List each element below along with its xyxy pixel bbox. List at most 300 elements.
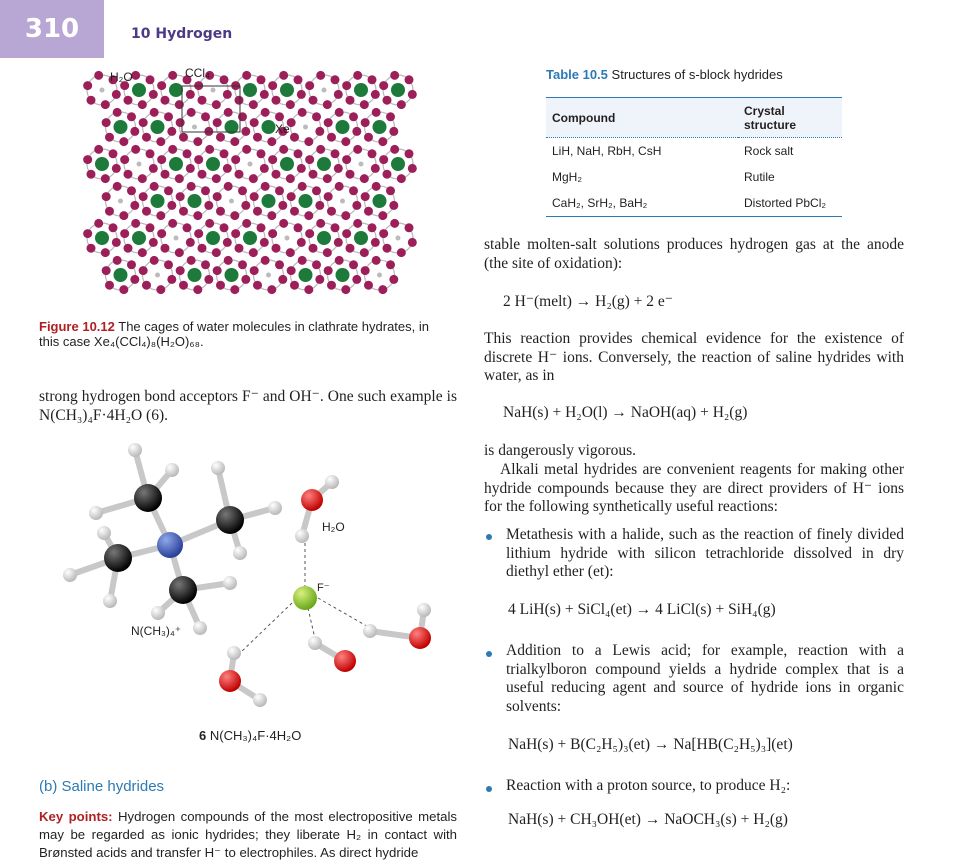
ccl4-molecule: [262, 194, 276, 208]
ccl4-molecule: [336, 268, 350, 282]
water-oxygen: [138, 248, 147, 257]
water-oxygen: [112, 164, 121, 173]
water-oxygen: [378, 137, 387, 146]
water-oxygen: [260, 164, 269, 173]
water-oxygen: [130, 127, 139, 136]
water-oxygen: [397, 174, 406, 183]
water-oxygen: [130, 275, 139, 284]
xe-atom: [266, 273, 271, 278]
structure-number: 6: [199, 728, 207, 743]
xe-atom: [396, 236, 401, 241]
water-oxygen: [238, 186, 247, 195]
water-oxygen: [323, 248, 332, 257]
water-oxygen: [352, 201, 361, 210]
water-oxygen: [334, 90, 343, 99]
water-oxygen: [212, 100, 221, 109]
water-oxygen: [241, 275, 250, 284]
table-cell: Distorted PbCl₂: [744, 195, 827, 210]
ccl4-molecule: [132, 83, 146, 97]
water-oxygen: [305, 229, 314, 238]
water-oxygen: [353, 145, 362, 154]
water-oxygen: [379, 155, 388, 164]
water-oxygen: [342, 155, 351, 164]
ccl4-molecule: [95, 157, 109, 171]
water-oxygen: [149, 164, 158, 173]
water-oxygen: [327, 281, 336, 290]
water-oxygen: [290, 281, 299, 290]
water-oxygen: [238, 260, 247, 269]
water-oxygen: [130, 201, 139, 210]
ccl4-molecule: [188, 194, 202, 208]
water-oxygen: [223, 90, 232, 99]
water-oxygen: [242, 145, 251, 154]
water-oxygen: [287, 266, 296, 275]
water-oxygen: [261, 182, 270, 191]
water-oxygen: [405, 75, 414, 84]
water-oxygen: [205, 219, 214, 228]
water-oxygen: [120, 155, 129, 164]
water-oxygen: [231, 155, 240, 164]
water-oxygen: [201, 186, 210, 195]
water-oxygen: [372, 182, 381, 191]
water-oxygen: [112, 90, 121, 99]
water-oxygen: [364, 133, 373, 142]
water-oxygen: [349, 112, 358, 121]
water-oxygen: [212, 174, 221, 183]
water-oxygen: [342, 81, 351, 90]
water-oxygen: [260, 238, 269, 247]
water-oxygen: [242, 219, 251, 228]
xe-atom: [174, 236, 179, 241]
water-oxygen: [86, 96, 95, 105]
water-oxygen: [220, 149, 229, 158]
ccl4-molecule: [95, 231, 109, 245]
equation: 4 LiH(s) + SiCl₄(et) → 4 LiCl(s) + SiH₄(g): [508, 601, 776, 618]
water-oxygen: [386, 186, 395, 195]
label-water: H₂O: [322, 520, 345, 534]
water-oxygen: [113, 108, 122, 117]
water-oxygen: [213, 118, 222, 127]
water-oxygen: [275, 260, 284, 269]
water-oxygen: [253, 207, 262, 216]
water-oxygen: [275, 112, 284, 121]
water-oxygen: [389, 201, 398, 210]
water-oxygen: [142, 281, 151, 290]
water-oxygen: [234, 244, 243, 253]
water-oxygen: [382, 244, 391, 253]
water-oxygen: [212, 248, 221, 257]
water-oxygen: [304, 211, 313, 220]
ccl4-molecule: [391, 83, 405, 97]
column-header: Crystal structure: [738, 98, 842, 138]
water-oxygen: [312, 112, 321, 121]
water-oxygen: [230, 137, 239, 146]
water-oxygen: [315, 275, 324, 284]
water-oxygen: [312, 186, 321, 195]
water-oxygen: [368, 75, 377, 84]
water-oxygen: [194, 229, 203, 238]
ccl4-molecule: [373, 120, 387, 134]
water-oxygen: [257, 149, 266, 158]
water-oxygen: [298, 182, 307, 191]
water-oxygen: [294, 149, 303, 158]
list-item: Reaction with a proton source, to produce H₂:: [506, 777, 791, 794]
table-label: Table 10.5: [546, 67, 608, 82]
water-oxygen: [149, 90, 158, 99]
water-oxygen: [286, 174, 295, 183]
water-oxygen: [146, 149, 155, 158]
table-row: [546, 190, 842, 216]
water-oxygen: [316, 219, 325, 228]
ccl4-molecule: [151, 194, 165, 208]
table-row: [546, 164, 842, 190]
bullet-icon: [486, 651, 492, 657]
paragraph: This reaction provides chemical evidence for the existence of discrete H⁻ ions. Conversely, the reaction of saline hydrides with water, as in: [484, 330, 904, 384]
water-oxygen: [168, 219, 177, 228]
water-oxygen: [389, 127, 398, 136]
water-oxygen: [297, 90, 306, 99]
water-oxygen: [223, 238, 232, 247]
water-oxygen: [201, 112, 210, 121]
equation: NaH(s) + CH₃OH(et) → NaOCH₃(s) + H₂(g): [508, 811, 788, 828]
water-oxygen: [157, 155, 166, 164]
water-oxygen: [275, 186, 284, 195]
label-xe: Xe: [275, 122, 290, 136]
water-oxygen: [230, 211, 239, 220]
water-oxygen: [364, 207, 373, 216]
water-oxygen: [102, 192, 111, 201]
water-oxygen: [279, 71, 288, 80]
figure-label: Figure 10.12: [39, 319, 115, 334]
table-row: [546, 138, 842, 165]
water-oxygen: [139, 266, 148, 275]
key-points-label: Key points:: [39, 809, 113, 824]
xe-atom: [285, 236, 290, 241]
section-heading: (b) Saline hydrides: [39, 778, 165, 795]
water-oxygen: [102, 118, 111, 127]
water-oxygen: [257, 223, 266, 232]
water-oxygen: [408, 238, 417, 247]
water-oxygen: [150, 182, 159, 191]
water-oxygen: [353, 71, 362, 80]
water-oxygen: [160, 244, 169, 253]
ccl4-molecule: [280, 157, 294, 171]
water-oxygen: [368, 223, 377, 232]
ccl4-molecule: [317, 231, 331, 245]
water-oxygen: [345, 244, 354, 253]
ccl4-molecule: [132, 231, 146, 245]
structure-formula: N(CH₃)₄F·4H₂O: [209, 728, 302, 743]
water-oxygen: [297, 238, 306, 247]
water-oxygen: [286, 248, 295, 257]
paragraph: stable molten-salt solutions produces hydrogen gas at the anode (the site of oxidation):: [484, 236, 904, 272]
ccl4-molecule: [373, 194, 387, 208]
figure-caption: [39, 319, 449, 349]
xe-atom: [359, 162, 364, 167]
ccl4-molecule: [151, 120, 165, 134]
water-oxygen: [371, 238, 380, 247]
ccl4-molecule: [280, 83, 294, 97]
water-oxygen: [101, 100, 110, 109]
water-oxygen: [267, 211, 276, 220]
water-oxygen: [408, 90, 417, 99]
water-oxygen: [127, 186, 136, 195]
water-oxygen: [279, 145, 288, 154]
water-oxygen: [361, 266, 370, 275]
water-oxygen: [119, 285, 128, 294]
ccl4-molecule: [299, 194, 313, 208]
label-ccl4: CCl₄: [185, 66, 210, 80]
water-oxygen: [279, 219, 288, 228]
equation: NaH(s) + H₂O(l) → NaOH(aq) + H₂(g): [503, 404, 748, 421]
water-oxygen: [86, 170, 95, 179]
water-oxygen: [105, 281, 114, 290]
bullet-icon: [486, 534, 492, 540]
water-oxygen: [168, 71, 177, 80]
paragraph: is dangerously vigorous.: [484, 442, 636, 459]
water-oxygen: [360, 100, 369, 109]
structure-6-figure: [40, 438, 460, 718]
water-oxygen: [268, 229, 277, 238]
water-oxygen: [268, 81, 277, 90]
water-oxygen: [315, 201, 324, 210]
ccl4-molecule: [391, 157, 405, 171]
water-oxygen: [335, 108, 344, 117]
label-h2o: H₂O: [110, 70, 133, 84]
ccl4-molecule: [114, 120, 128, 134]
water-oxygen: [224, 256, 233, 265]
water-oxygen: [194, 155, 203, 164]
equation: 2 H⁻(melt) → H₂(g) + 2 e⁻: [503, 293, 673, 310]
water-oxygen: [316, 71, 325, 80]
water-oxygen: [316, 145, 325, 154]
water-oxygen: [341, 285, 350, 294]
water-oxygen: [323, 174, 332, 183]
ccl4-molecule: [206, 231, 220, 245]
water-oxygen: [308, 96, 317, 105]
water-oxygen: [186, 164, 195, 173]
xe-atom: [155, 273, 160, 278]
water-oxygen: [105, 207, 114, 216]
water-oxygen: [286, 100, 295, 109]
xe-atom: [211, 88, 216, 93]
xe-atom: [322, 88, 327, 93]
water-oxygen: [234, 170, 243, 179]
water-oxygen: [131, 145, 140, 154]
water-oxygen: [238, 112, 247, 121]
water-oxygen: [187, 256, 196, 265]
water-oxygen: [361, 192, 370, 201]
water-oxygen: [205, 145, 214, 154]
water-oxygen: [220, 75, 229, 84]
ccl4-molecule: [225, 268, 239, 282]
water-oxygen: [204, 275, 213, 284]
water-oxygen: [168, 145, 177, 154]
water-oxygen: [408, 164, 417, 173]
ccl4-molecule: [354, 83, 368, 97]
clathrate-lattice: [83, 71, 417, 294]
water-oxygen: [176, 118, 185, 127]
water-oxygen: [142, 207, 151, 216]
xe-atom: [100, 88, 105, 93]
water-oxygen: [249, 174, 258, 183]
water-oxygen: [146, 75, 155, 84]
water-oxygen: [231, 229, 240, 238]
water-oxygen: [327, 133, 336, 142]
water-oxygen: [109, 223, 118, 232]
water-oxygen: [94, 145, 103, 154]
water-oxygen: [250, 192, 259, 201]
paragraph: Alkali metal hydrides are convenient reagents for making other hydride compounds because they are direct providers of H⁻ ions for the following synthetically useful reactions:: [484, 461, 904, 515]
water-oxygen: [294, 75, 303, 84]
water-oxygen: [179, 281, 188, 290]
xe-atom: [377, 273, 382, 278]
water-oxygen: [253, 281, 262, 290]
water-oxygen: [308, 170, 317, 179]
water-oxygen: [113, 256, 122, 265]
water-oxygen: [157, 229, 166, 238]
water-oxygen: [138, 174, 147, 183]
water-oxygen: [160, 96, 169, 105]
water-oxygen: [390, 219, 399, 228]
water-oxygen: [261, 256, 270, 265]
water-oxygen: [230, 285, 239, 294]
water-oxygen: [249, 100, 258, 109]
water-oxygen: [139, 118, 148, 127]
ccl4-molecule: [114, 268, 128, 282]
water-oxygen: [298, 108, 307, 117]
water-oxygen: [261, 108, 270, 117]
water-oxygen: [304, 137, 313, 146]
water-oxygen: [83, 229, 92, 238]
water-oxygen: [186, 238, 195, 247]
water-oxygen: [157, 81, 166, 90]
water-oxygen: [113, 182, 122, 191]
water-oxygen: [193, 211, 202, 220]
xe-atom: [248, 162, 253, 167]
water-oxygen: [372, 108, 381, 117]
water-oxygen: [179, 133, 188, 142]
water-oxygen: [175, 248, 184, 257]
water-oxygen: [142, 133, 151, 142]
water-oxygen: [341, 137, 350, 146]
label-tetramethylammonium: N(CH₃)₄⁺: [131, 624, 182, 638]
water-oxygen: [204, 201, 213, 210]
water-oxygen: [323, 100, 332, 109]
xe-atom: [340, 199, 345, 204]
water-oxygen: [345, 96, 354, 105]
water-oxygen: [241, 201, 250, 210]
water-oxygen: [368, 149, 377, 158]
water-oxygen: [193, 137, 202, 146]
figure-caption-text: The cages of water molecules in clathrate hydrates, in this case Xe₄(CCl₄)₈(H₂O)₆₈.: [39, 319, 429, 349]
water-oxygen: [123, 96, 132, 105]
water-oxygen: [193, 285, 202, 294]
water-oxygen: [324, 266, 333, 275]
water-oxygen: [372, 256, 381, 265]
water-oxygen: [267, 137, 276, 146]
ccl4-molecule: [354, 231, 368, 245]
water-oxygen: [249, 248, 258, 257]
water-oxygen: [234, 96, 243, 105]
water-oxygen: [197, 244, 206, 253]
list-item: Addition to a Lewis acid; for example, reaction with a trialkylboron compound yields a hydride complex that is a useful reducing agent and source of hydride ions in organic solvents:: [506, 642, 904, 715]
water-oxygen: [175, 174, 184, 183]
water-oxygen: [86, 244, 95, 253]
water-oxygen: [160, 170, 169, 179]
ccl4-molecule: [243, 83, 257, 97]
water-oxygen: [179, 207, 188, 216]
water-oxygen: [305, 81, 314, 90]
chapter-title: 10 Hydrogen: [131, 26, 233, 42]
water-oxygen: [278, 275, 287, 284]
ccl4-molecule: [206, 157, 220, 171]
water-oxygen: [105, 133, 114, 142]
ccl4-molecule: [188, 268, 202, 282]
water-oxygen: [119, 211, 128, 220]
water-oxygen: [257, 75, 266, 84]
water-oxygen: [101, 174, 110, 183]
water-oxygen: [287, 192, 296, 201]
xe-atom: [229, 199, 234, 204]
water-oxygen: [156, 137, 165, 146]
water-oxygen: [364, 281, 373, 290]
water-oxygen: [297, 164, 306, 173]
water-oxygen: [290, 133, 299, 142]
ccl4-molecule: [336, 120, 350, 134]
water-oxygen: [164, 112, 173, 121]
fluoride-ion: [293, 586, 317, 610]
water-oxygen: [127, 260, 136, 269]
left-paragraph: strong hydrogen bond acceptors F⁻ and OH⁻. One such example is N(CH₃)₄F·4H₂O (6).: [39, 388, 457, 424]
water-oxygen: [390, 145, 399, 154]
water-oxygen: [220, 223, 229, 232]
water-oxygen: [123, 244, 132, 253]
ccl4-molecule: [299, 268, 313, 282]
water-oxygen: [389, 275, 398, 284]
table-cell: MgH₂: [552, 169, 582, 184]
list-item: Metathesis with a halide, such as the reaction of finely divided lithium hydride with silicon tetrachloride dissolved in dry diethyl ether (et):: [506, 526, 904, 580]
water-oxygen: [371, 90, 380, 99]
water-oxygen: [298, 256, 307, 265]
water-oxygen: [378, 285, 387, 294]
water-oxygen: [176, 192, 185, 201]
water-oxygen: [123, 170, 132, 179]
table-cell: Rutile: [744, 169, 775, 184]
water-oxygen: [138, 100, 147, 109]
water-oxygen: [83, 155, 92, 164]
water-oxygen: [379, 81, 388, 90]
xe-atom: [192, 125, 197, 130]
water-oxygen: [102, 266, 111, 275]
water-oxygen: [146, 223, 155, 232]
water-oxygen: [361, 118, 370, 127]
water-oxygen: [331, 223, 340, 232]
water-oxygen: [197, 96, 206, 105]
bullet-icon: [486, 786, 492, 792]
water-oxygen: [379, 229, 388, 238]
water-oxygen: [378, 211, 387, 220]
water-oxygen: [315, 127, 324, 136]
water-oxygen: [223, 164, 232, 173]
water-oxygen: [386, 260, 395, 269]
water-oxygen: [216, 207, 225, 216]
table-title: [546, 67, 783, 82]
table-title-text: Structures of s-block hydrides: [611, 67, 783, 82]
xe-atom: [118, 199, 123, 204]
water-oxygen: [312, 260, 321, 269]
water-oxygen: [183, 149, 192, 158]
